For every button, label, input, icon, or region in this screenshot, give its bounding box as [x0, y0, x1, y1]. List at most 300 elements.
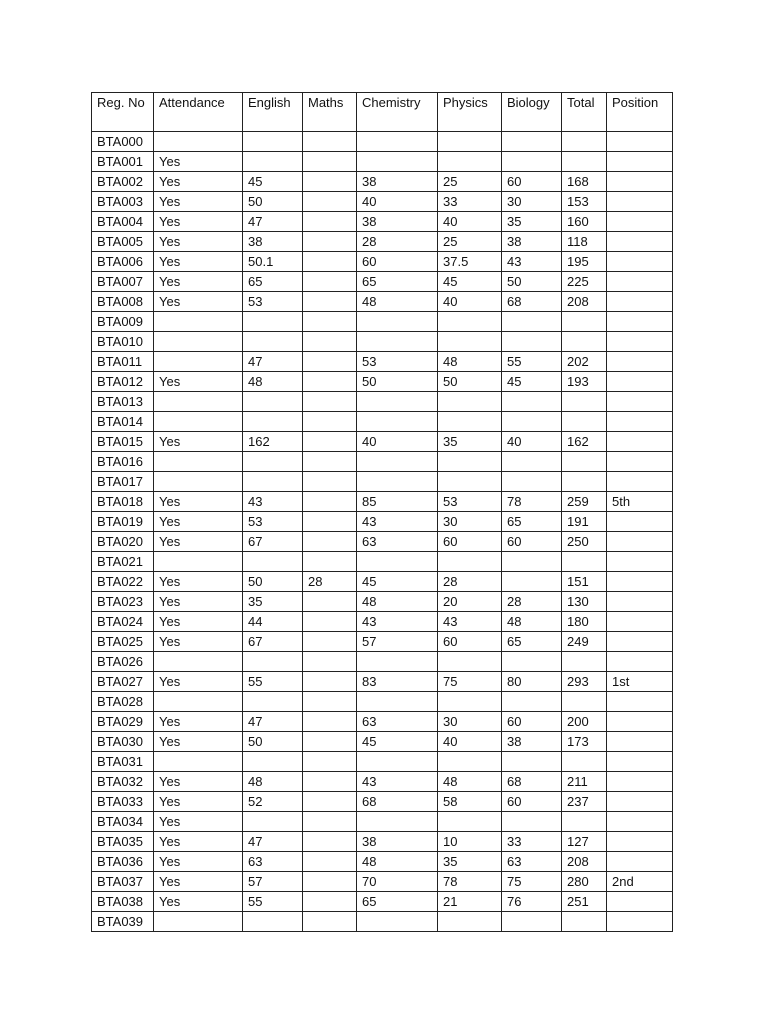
cell-english: 50.1 [243, 252, 303, 272]
cell-english: 53 [243, 292, 303, 312]
table-row [92, 132, 673, 152]
cell-position [607, 232, 673, 252]
cell-total [562, 652, 607, 672]
cell-position [607, 552, 673, 572]
cell-english: 53 [243, 512, 303, 532]
cell-biology [502, 572, 562, 592]
cell-english: 52 [243, 792, 303, 812]
cell-physics: 50 [438, 372, 502, 392]
table-row [92, 492, 673, 512]
cell-chemistry: 57 [357, 632, 438, 652]
cell-total: 193 [562, 372, 607, 392]
cell-chemistry [357, 332, 438, 352]
cell-total [562, 912, 607, 932]
cell-total [562, 452, 607, 472]
table-row [92, 452, 673, 472]
cell-attendance: Yes [154, 572, 243, 592]
cell-biology: 38 [502, 732, 562, 752]
cell-chemistry [357, 472, 438, 492]
cell-maths [303, 512, 357, 532]
cell-biology [502, 912, 562, 932]
cell-biology: 76 [502, 892, 562, 912]
cell-physics: 25 [438, 232, 502, 252]
cell-position: 2nd [607, 872, 673, 892]
table-row [92, 712, 673, 732]
cell-physics [438, 912, 502, 932]
cell-total: 202 [562, 352, 607, 372]
cell-total: 293 [562, 672, 607, 692]
cell-total: 118 [562, 232, 607, 252]
cell-chemistry: 48 [357, 592, 438, 612]
cell-reg-no: BTA012 [92, 372, 154, 392]
cell-biology: 68 [502, 292, 562, 312]
cell-reg-no: BTA032 [92, 772, 154, 792]
cell-maths [303, 492, 357, 512]
cell-maths [303, 732, 357, 752]
cell-maths [303, 292, 357, 312]
cell-biology: 60 [502, 532, 562, 552]
cell-maths [303, 192, 357, 212]
cell-english [243, 312, 303, 332]
cell-biology [502, 132, 562, 152]
cell-chemistry [357, 552, 438, 572]
cell-total: 195 [562, 252, 607, 272]
table-row [92, 672, 673, 692]
table-row [92, 332, 673, 352]
results-table [91, 92, 673, 932]
cell-attendance: Yes [154, 712, 243, 732]
cell-biology [502, 452, 562, 472]
cell-english: 47 [243, 712, 303, 732]
table-row [92, 692, 673, 712]
cell-english [243, 472, 303, 492]
cell-position [607, 252, 673, 272]
cell-chemistry: 48 [357, 852, 438, 872]
cell-maths [303, 432, 357, 452]
cell-maths [303, 812, 357, 832]
cell-reg-no: BTA010 [92, 332, 154, 352]
cell-english: 47 [243, 212, 303, 232]
cell-maths [303, 392, 357, 412]
cell-english [243, 752, 303, 772]
cell-position [607, 272, 673, 292]
cell-position: 1st [607, 672, 673, 692]
cell-physics: 60 [438, 532, 502, 552]
cell-biology: 43 [502, 252, 562, 272]
cell-physics [438, 392, 502, 412]
cell-total: 259 [562, 492, 607, 512]
cell-reg-no: BTA013 [92, 392, 154, 412]
cell-position [607, 192, 673, 212]
cell-biology: 33 [502, 832, 562, 852]
cell-attendance [154, 752, 243, 772]
cell-english [243, 392, 303, 412]
cell-physics: 48 [438, 352, 502, 372]
cell-english: 55 [243, 892, 303, 912]
cell-physics: 40 [438, 732, 502, 752]
cell-reg-no: BTA014 [92, 412, 154, 432]
cell-position [607, 452, 673, 472]
cell-chemistry: 38 [357, 172, 438, 192]
cell-maths [303, 712, 357, 732]
cell-position [607, 692, 673, 712]
cell-reg-no: BTA035 [92, 832, 154, 852]
table-row [92, 212, 673, 232]
cell-position [607, 852, 673, 872]
cell-maths [303, 912, 357, 932]
cell-attendance: Yes [154, 152, 243, 172]
cell-reg-no: BTA023 [92, 592, 154, 612]
cell-chemistry [357, 412, 438, 432]
cell-biology: 55 [502, 352, 562, 372]
cell-chemistry: 63 [357, 532, 438, 552]
cell-attendance [154, 132, 243, 152]
table-row [92, 552, 673, 572]
cell-english [243, 652, 303, 672]
col-header-maths: Maths [303, 93, 357, 132]
table-row [92, 772, 673, 792]
cell-attendance: Yes [154, 792, 243, 812]
table-row [92, 392, 673, 412]
cell-maths [303, 212, 357, 232]
cell-physics: 78 [438, 872, 502, 892]
cell-reg-no: BTA019 [92, 512, 154, 532]
table-row [92, 432, 673, 452]
cell-reg-no: BTA020 [92, 532, 154, 552]
cell-position [607, 132, 673, 152]
cell-total [562, 752, 607, 772]
table-body [92, 132, 673, 932]
cell-reg-no: BTA022 [92, 572, 154, 592]
cell-attendance: Yes [154, 512, 243, 532]
cell-total: 162 [562, 432, 607, 452]
cell-attendance: Yes [154, 732, 243, 752]
cell-position [607, 792, 673, 812]
cell-chemistry [357, 652, 438, 672]
cell-maths [303, 892, 357, 912]
cell-biology: 60 [502, 172, 562, 192]
cell-physics [438, 472, 502, 492]
cell-position [607, 372, 673, 392]
cell-physics: 37.5 [438, 252, 502, 272]
cell-position [607, 732, 673, 752]
cell-position [607, 532, 673, 552]
cell-physics: 75 [438, 672, 502, 692]
cell-biology: 50 [502, 272, 562, 292]
cell-english [243, 152, 303, 172]
cell-reg-no: BTA026 [92, 652, 154, 672]
cell-chemistry [357, 912, 438, 932]
table-row [92, 812, 673, 832]
cell-chemistry: 45 [357, 732, 438, 752]
col-header-physics: Physics [438, 93, 502, 132]
cell-english: 38 [243, 232, 303, 252]
cell-total [562, 332, 607, 352]
cell-physics [438, 552, 502, 572]
table-row [92, 472, 673, 492]
cell-reg-no: BTA024 [92, 612, 154, 632]
cell-reg-no: BTA016 [92, 452, 154, 472]
cell-position [607, 912, 673, 932]
cell-chemistry: 85 [357, 492, 438, 512]
cell-total: 200 [562, 712, 607, 732]
cell-attendance: Yes [154, 632, 243, 652]
cell-physics [438, 752, 502, 772]
cell-english [243, 912, 303, 932]
cell-biology [502, 812, 562, 832]
cell-biology [502, 312, 562, 332]
cell-physics: 21 [438, 892, 502, 912]
cell-biology: 40 [502, 432, 562, 452]
cell-physics: 35 [438, 852, 502, 872]
cell-position [607, 772, 673, 792]
cell-position [607, 632, 673, 652]
cell-attendance [154, 412, 243, 432]
cell-english: 57 [243, 872, 303, 892]
cell-attendance: Yes [154, 232, 243, 252]
cell-total: 280 [562, 872, 607, 892]
table-row [92, 872, 673, 892]
col-header-attendance: Attendance [154, 93, 243, 132]
cell-reg-no: BTA000 [92, 132, 154, 152]
cell-maths [303, 152, 357, 172]
cell-physics: 53 [438, 492, 502, 512]
cell-reg-no: BTA025 [92, 632, 154, 652]
cell-maths [303, 312, 357, 332]
cell-biology [502, 552, 562, 572]
col-header-biology: Biology [502, 93, 562, 132]
cell-physics: 33 [438, 192, 502, 212]
table-row [92, 912, 673, 932]
cell-maths [303, 752, 357, 772]
cell-attendance [154, 352, 243, 372]
cell-attendance: Yes [154, 292, 243, 312]
cell-chemistry: 70 [357, 872, 438, 892]
cell-biology: 68 [502, 772, 562, 792]
cell-attendance: Yes [154, 532, 243, 552]
cell-total: 153 [562, 192, 607, 212]
cell-physics [438, 132, 502, 152]
cell-chemistry [357, 452, 438, 472]
cell-attendance [154, 332, 243, 352]
cell-english: 55 [243, 672, 303, 692]
table-header [92, 93, 673, 132]
cell-maths [303, 652, 357, 672]
table-row [92, 852, 673, 872]
cell-total [562, 132, 607, 152]
cell-english: 67 [243, 632, 303, 652]
cell-maths [303, 792, 357, 812]
cell-english [243, 812, 303, 832]
cell-maths [303, 272, 357, 292]
cell-maths [303, 472, 357, 492]
cell-maths [303, 172, 357, 192]
cell-maths [303, 872, 357, 892]
cell-total [562, 692, 607, 712]
cell-biology: 35 [502, 212, 562, 232]
cell-position [607, 392, 673, 412]
table-row [92, 572, 673, 592]
cell-attendance: Yes [154, 252, 243, 272]
cell-english: 45 [243, 172, 303, 192]
cell-chemistry: 53 [357, 352, 438, 372]
cell-reg-no: BTA033 [92, 792, 154, 812]
cell-reg-no: BTA003 [92, 192, 154, 212]
table-row [92, 512, 673, 532]
cell-english [243, 412, 303, 432]
cell-position [607, 572, 673, 592]
cell-attendance [154, 312, 243, 332]
cell-position [607, 832, 673, 852]
cell-chemistry: 65 [357, 892, 438, 912]
cell-maths [303, 372, 357, 392]
cell-physics [438, 412, 502, 432]
cell-physics: 60 [438, 632, 502, 652]
cell-reg-no: BTA036 [92, 852, 154, 872]
cell-maths [303, 252, 357, 272]
table-row [92, 832, 673, 852]
cell-position [607, 152, 673, 172]
cell-biology: 28 [502, 592, 562, 612]
cell-maths [303, 832, 357, 852]
cell-attendance: Yes [154, 772, 243, 792]
table-row [92, 152, 673, 172]
cell-biology [502, 472, 562, 492]
cell-maths [303, 332, 357, 352]
cell-attendance: Yes [154, 872, 243, 892]
cell-biology [502, 152, 562, 172]
cell-maths [303, 692, 357, 712]
cell-biology [502, 652, 562, 672]
cell-maths [303, 552, 357, 572]
cell-position [607, 332, 673, 352]
cell-biology: 60 [502, 792, 562, 812]
col-header-reg-no: Reg. No [92, 93, 154, 132]
table-row [92, 372, 673, 392]
cell-attendance [154, 652, 243, 672]
cell-position [607, 412, 673, 432]
table-row [92, 172, 673, 192]
cell-biology: 80 [502, 672, 562, 692]
cell-reg-no: BTA004 [92, 212, 154, 232]
cell-chemistry [357, 752, 438, 772]
cell-total: 208 [562, 852, 607, 872]
cell-reg-no: BTA038 [92, 892, 154, 912]
cell-total [562, 412, 607, 432]
cell-physics [438, 152, 502, 172]
cell-position [607, 172, 673, 192]
cell-attendance: Yes [154, 432, 243, 452]
cell-position [607, 512, 673, 532]
cell-total: 249 [562, 632, 607, 652]
cell-reg-no: BTA011 [92, 352, 154, 372]
cell-total [562, 472, 607, 492]
cell-chemistry [357, 812, 438, 832]
cell-total: 208 [562, 292, 607, 312]
cell-total: 191 [562, 512, 607, 532]
table-row [92, 652, 673, 672]
cell-physics: 43 [438, 612, 502, 632]
cell-physics: 28 [438, 572, 502, 592]
cell-chemistry: 45 [357, 572, 438, 592]
table-row [92, 292, 673, 312]
cell-attendance [154, 912, 243, 932]
cell-total: 225 [562, 272, 607, 292]
cell-english [243, 452, 303, 472]
cell-physics: 40 [438, 292, 502, 312]
cell-attendance: Yes [154, 892, 243, 912]
cell-biology: 78 [502, 492, 562, 512]
cell-position [607, 592, 673, 612]
cell-physics: 48 [438, 772, 502, 792]
cell-maths [303, 612, 357, 632]
cell-reg-no: BTA008 [92, 292, 154, 312]
cell-english: 50 [243, 572, 303, 592]
cell-attendance [154, 392, 243, 412]
cell-english: 43 [243, 492, 303, 512]
cell-biology [502, 752, 562, 772]
cell-biology: 38 [502, 232, 562, 252]
table-row [92, 732, 673, 752]
cell-physics: 58 [438, 792, 502, 812]
cell-reg-no: BTA028 [92, 692, 154, 712]
cell-position [607, 472, 673, 492]
cell-maths [303, 132, 357, 152]
cell-position [607, 752, 673, 772]
cell-attendance: Yes [154, 192, 243, 212]
cell-english: 50 [243, 192, 303, 212]
col-header-total: Total [562, 93, 607, 132]
cell-english: 47 [243, 352, 303, 372]
cell-english: 47 [243, 832, 303, 852]
cell-biology: 63 [502, 852, 562, 872]
cell-reg-no: BTA005 [92, 232, 154, 252]
cell-maths [303, 672, 357, 692]
cell-position [607, 812, 673, 832]
cell-reg-no: BTA015 [92, 432, 154, 452]
cell-physics [438, 692, 502, 712]
cell-chemistry: 60 [357, 252, 438, 272]
cell-reg-no: BTA031 [92, 752, 154, 772]
cell-total [562, 392, 607, 412]
cell-physics [438, 332, 502, 352]
cell-reg-no: BTA029 [92, 712, 154, 732]
cell-attendance: Yes [154, 592, 243, 612]
cell-reg-no: BTA027 [92, 672, 154, 692]
cell-biology: 65 [502, 632, 562, 652]
table-row [92, 252, 673, 272]
cell-english: 48 [243, 772, 303, 792]
table-row [92, 272, 673, 292]
cell-chemistry: 38 [357, 212, 438, 232]
cell-physics: 30 [438, 512, 502, 532]
cell-chemistry [357, 132, 438, 152]
cell-chemistry: 68 [357, 792, 438, 812]
cell-attendance: Yes [154, 172, 243, 192]
cell-chemistry: 43 [357, 612, 438, 632]
cell-biology [502, 392, 562, 412]
cell-attendance: Yes [154, 852, 243, 872]
cell-total: 127 [562, 832, 607, 852]
col-header-english: English [243, 93, 303, 132]
col-header-chemistry: Chemistry [357, 93, 438, 132]
cell-total [562, 552, 607, 572]
table-row [92, 892, 673, 912]
cell-total: 160 [562, 212, 607, 232]
table-row [92, 792, 673, 812]
table-row [92, 192, 673, 212]
cell-attendance: Yes [154, 272, 243, 292]
